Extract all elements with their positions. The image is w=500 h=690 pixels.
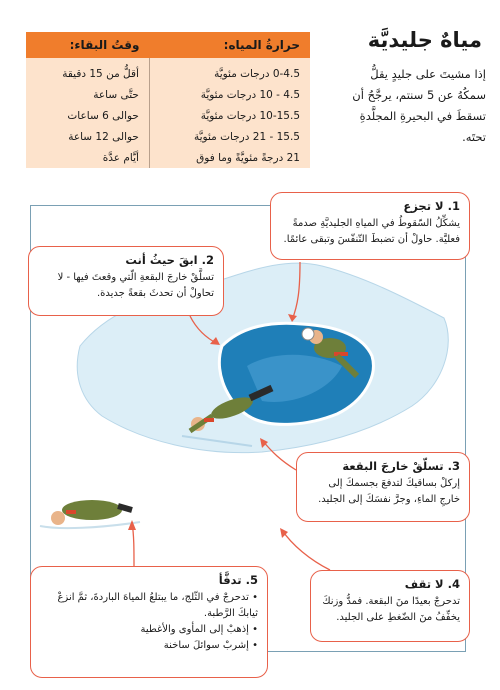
step2-title: 2. ابقَ حيثُ أنت bbox=[125, 253, 214, 267]
table-cell: حتَّى ساعة bbox=[93, 89, 139, 102]
step2-callout bbox=[28, 246, 224, 316]
table-header-temperature: حرارةُ المياه: bbox=[149, 32, 310, 58]
table-cell: 4.5 - 10 درجات مئويَّة bbox=[149, 85, 310, 106]
table-cell: حوالى 12 ساعة bbox=[68, 130, 139, 143]
arrow-step3 bbox=[262, 440, 296, 470]
arrow-step1 bbox=[292, 262, 300, 320]
list-item: • تدحرجْ في الثّلج، ما يبتلعُ المياهَ الباردةَ، ثمَّ انزعْ ثيابكَ الرَّطبة. bbox=[57, 592, 258, 619]
step5-title: 5. تدفَّأ bbox=[218, 573, 258, 587]
step1-title: 1. لا تجزع bbox=[403, 199, 460, 213]
table-cell: 10-15.5 درجات مئويَّة bbox=[149, 106, 310, 127]
arrow-step4 bbox=[282, 530, 330, 570]
step5-callout bbox=[30, 566, 268, 678]
list-item: • إذهبْ إلى المأوى والأغطية bbox=[140, 624, 258, 635]
page-title: مياهٌ جليديَّة bbox=[367, 28, 482, 52]
step3-callout bbox=[296, 452, 470, 522]
table-cell: 15.5 - 21 درجات مئويَّة bbox=[149, 126, 310, 147]
step5-list bbox=[40, 590, 258, 654]
step1-text: يشكِّلُ السّقوطُ في المياهِ الجليديَّةِ صدمةً فعليَّة. حاولْ أن تضبطَ التّنفّسَ وتبقى عائمًا. bbox=[283, 218, 460, 245]
table-header-survival-time: وقتُ البقاء: bbox=[26, 32, 149, 58]
table-cell: 21 درجةً مئويَّةً وما فوق bbox=[149, 147, 310, 168]
step4-text: تدحرجْ بعيدًا منَ البقعة. فمدُّ وزنكَ يخفِّفُ منَ الضّغطِ على الجليد. bbox=[322, 596, 460, 623]
intro-text: إذا مشيتَ على جليدٍ يقلُّ سمكُهُ عن 5 سنتم، يرجَّحُ أن تسقطَ في البحيرةِ المجلَّدةِ تحتَه. bbox=[352, 67, 486, 144]
step3-text: إركلْ بساقيكَ لتدفعَ بجسمكَ إلى خارجِ الماءِ، وجرَّ نفسَكَ إلى الجليد. bbox=[318, 478, 460, 505]
table-cell: أقلُّ من 15 دقيقة bbox=[62, 68, 139, 81]
step3-title: 3. تسلّقْ خارجَ البقعة bbox=[342, 459, 460, 473]
step2-text: تسلَّقْ خارجَ البقعةِ الّتي وقعتَ فيها - لا تحاولْ أن تحدثَ بقعةً جديدة. bbox=[57, 272, 214, 299]
table-cell: حوالى 6 ساعات bbox=[67, 110, 139, 123]
snow-person bbox=[40, 500, 140, 528]
step4-callout bbox=[310, 570, 470, 642]
list-item: • إشربْ سوائلَ ساخنة bbox=[163, 640, 258, 651]
step4-title: 4. لا تقف bbox=[404, 577, 460, 591]
step1-callout bbox=[270, 192, 470, 260]
table-cell: 0-4.5 درجات مئويَّة bbox=[149, 58, 310, 85]
table-cell: أيَّام عدَّة bbox=[102, 151, 139, 164]
